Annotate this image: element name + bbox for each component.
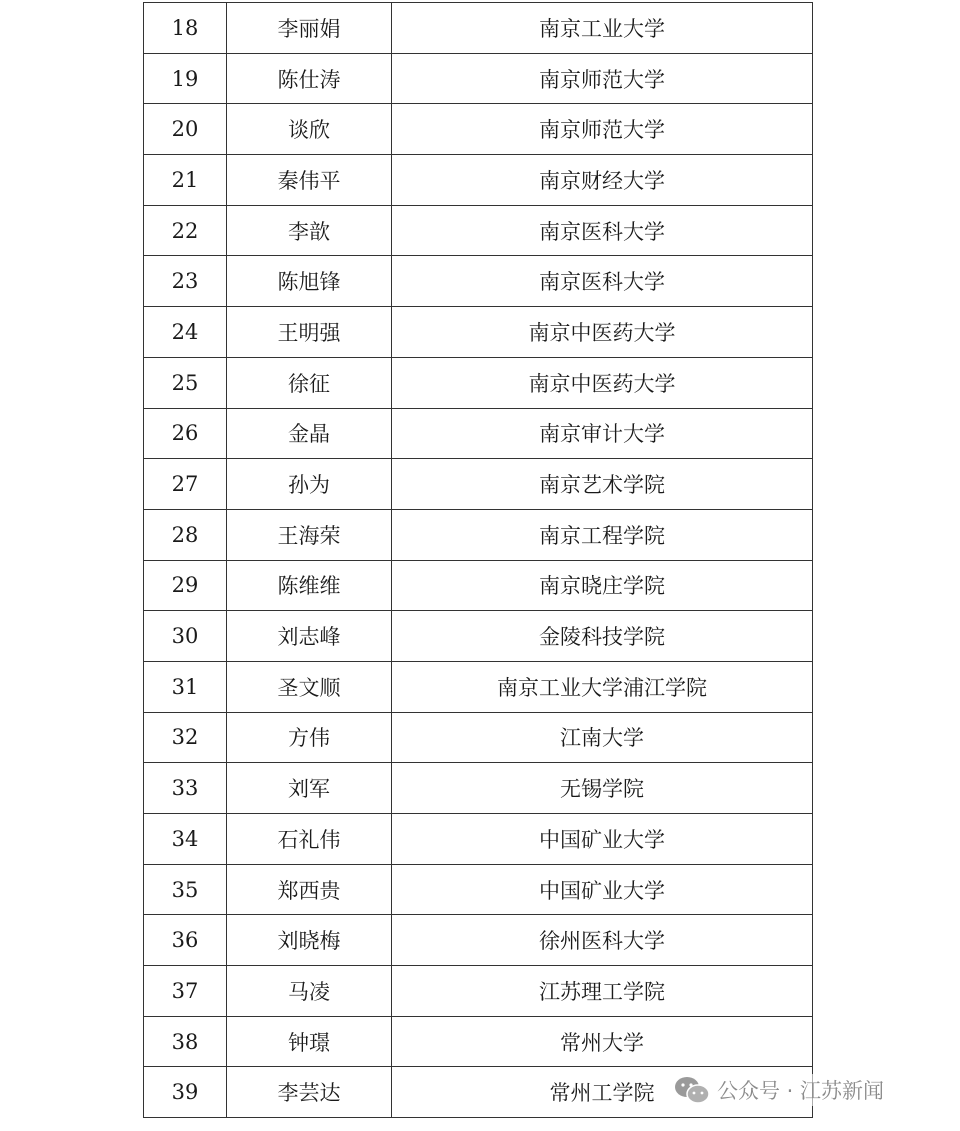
person-name: 王明强 bbox=[227, 307, 392, 358]
row-number: 20 bbox=[144, 104, 227, 155]
row-number: 31 bbox=[144, 661, 227, 712]
person-name: 谈欣 bbox=[227, 104, 392, 155]
table-row bbox=[144, 155, 813, 206]
row-number: 19 bbox=[144, 53, 227, 104]
row-number: 28 bbox=[144, 509, 227, 560]
table-row bbox=[144, 53, 813, 104]
row-number: 37 bbox=[144, 966, 227, 1017]
school-name: 常州工学院 bbox=[392, 1067, 813, 1118]
person-name: 孙为 bbox=[227, 459, 392, 510]
school-name: 常州大学 bbox=[392, 1016, 813, 1067]
person-name: 秦伟平 bbox=[227, 155, 392, 206]
person-name: 李歆 bbox=[227, 205, 392, 256]
school-name: 南京师范大学 bbox=[392, 53, 813, 104]
person-name: 刘志峰 bbox=[227, 611, 392, 662]
person-name: 金晶 bbox=[227, 408, 392, 459]
school-name: 江南大学 bbox=[392, 712, 813, 763]
wechat-icon bbox=[673, 1074, 711, 1106]
person-name: 刘晓梅 bbox=[227, 915, 392, 966]
table-row bbox=[144, 205, 813, 256]
table-row bbox=[144, 763, 813, 814]
person-name: 刘军 bbox=[227, 763, 392, 814]
school-name: 徐州医科大学 bbox=[392, 915, 813, 966]
table-row bbox=[144, 1016, 813, 1067]
row-number: 24 bbox=[144, 307, 227, 358]
person-name: 陈旭锋 bbox=[227, 256, 392, 307]
school-name: 南京工业大学 bbox=[392, 3, 813, 54]
school-name: 中国矿业大学 bbox=[392, 814, 813, 865]
person-name: 马凌 bbox=[227, 966, 392, 1017]
row-number: 26 bbox=[144, 408, 227, 459]
watermark-text: 公众号 · 江苏新闻 bbox=[717, 1079, 885, 1103]
person-name: 陈仕涛 bbox=[227, 53, 392, 104]
row-number: 23 bbox=[144, 256, 227, 307]
person-name: 李丽娟 bbox=[227, 3, 392, 54]
person-name: 徐征 bbox=[227, 357, 392, 408]
table-row bbox=[144, 104, 813, 155]
award-list-table bbox=[143, 2, 813, 1118]
table-row bbox=[144, 814, 813, 865]
row-number: 29 bbox=[144, 560, 227, 611]
school-name: 无锡学院 bbox=[392, 763, 813, 814]
person-name: 钟璟 bbox=[227, 1016, 392, 1067]
table-row bbox=[144, 3, 813, 54]
school-name: 南京师范大学 bbox=[392, 104, 813, 155]
school-name: 南京中医药大学 bbox=[392, 307, 813, 358]
table-row bbox=[144, 915, 813, 966]
school-name: 南京艺术学院 bbox=[392, 459, 813, 510]
school-name: 南京医科大学 bbox=[392, 256, 813, 307]
school-name: 南京医科大学 bbox=[392, 205, 813, 256]
row-number: 27 bbox=[144, 459, 227, 510]
school-name: 中国矿业大学 bbox=[392, 864, 813, 915]
row-number: 36 bbox=[144, 915, 227, 966]
watermark bbox=[673, 1074, 884, 1106]
person-name: 圣文顺 bbox=[227, 661, 392, 712]
row-number: 21 bbox=[144, 155, 227, 206]
person-name: 陈维维 bbox=[227, 560, 392, 611]
table-row bbox=[144, 712, 813, 763]
school-name: 南京晓庄学院 bbox=[392, 560, 813, 611]
school-name: 南京中医药大学 bbox=[392, 357, 813, 408]
table-row bbox=[144, 307, 813, 358]
table-row bbox=[144, 357, 813, 408]
table-row bbox=[144, 611, 813, 662]
table-row bbox=[144, 459, 813, 510]
school-name: 南京财经大学 bbox=[392, 155, 813, 206]
row-number: 35 bbox=[144, 864, 227, 915]
row-number: 34 bbox=[144, 814, 227, 865]
person-name: 李芸达 bbox=[227, 1067, 392, 1118]
table-row bbox=[144, 661, 813, 712]
row-number: 18 bbox=[144, 3, 227, 54]
person-name: 方伟 bbox=[227, 712, 392, 763]
table-row bbox=[144, 509, 813, 560]
table-row bbox=[144, 256, 813, 307]
row-number: 33 bbox=[144, 763, 227, 814]
school-name: 金陵科技学院 bbox=[392, 611, 813, 662]
row-number: 30 bbox=[144, 611, 227, 662]
row-number: 32 bbox=[144, 712, 227, 763]
table-row bbox=[144, 408, 813, 459]
row-number: 38 bbox=[144, 1016, 227, 1067]
person-name: 石礼伟 bbox=[227, 814, 392, 865]
row-number: 25 bbox=[144, 357, 227, 408]
person-name: 郑西贵 bbox=[227, 864, 392, 915]
row-number: 39 bbox=[144, 1067, 227, 1118]
person-name: 王海荣 bbox=[227, 509, 392, 560]
school-name: 南京工业大学浦江学院 bbox=[392, 661, 813, 712]
table-row bbox=[144, 560, 813, 611]
row-number: 22 bbox=[144, 205, 227, 256]
school-name: 南京审计大学 bbox=[392, 408, 813, 459]
table-row bbox=[144, 864, 813, 915]
table-row bbox=[144, 966, 813, 1017]
school-name: 南京工程学院 bbox=[392, 509, 813, 560]
school-name: 江苏理工学院 bbox=[392, 966, 813, 1017]
